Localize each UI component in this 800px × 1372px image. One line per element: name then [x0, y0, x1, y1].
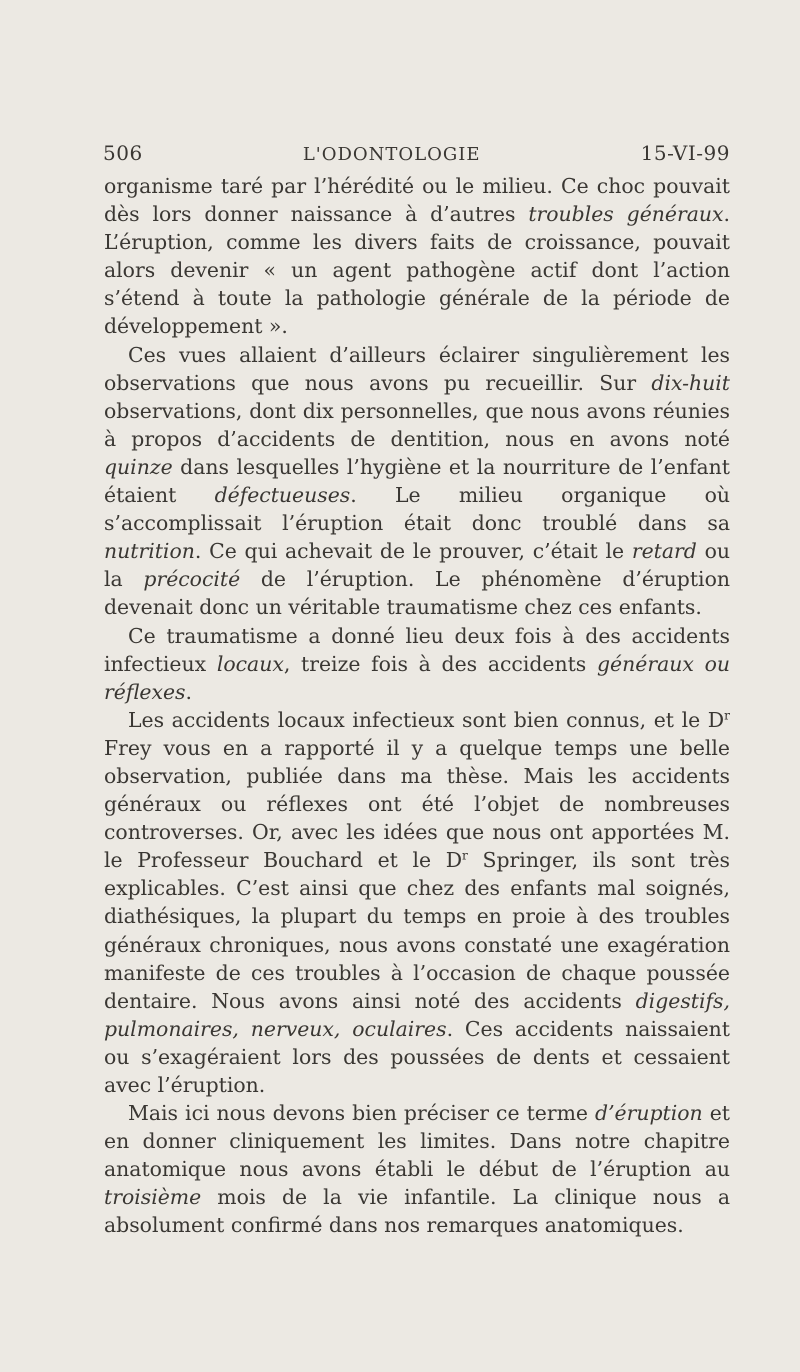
italic-text: troubles généraux — [528, 202, 724, 227]
text-run: observations, dont dix personnelles, que nous avons réunies à propos d’accidents de dentition, nous en avons noté — [104, 398, 730, 451]
text-run: . — [185, 679, 192, 704]
italic-text: digestifs, pulmonaires, nerveux, oculaires — [104, 988, 730, 1041]
paragraph — [104, 706, 730, 1099]
page-number: 506 — [103, 141, 143, 165]
paragraph — [104, 622, 730, 706]
text-run: organisme taré par l’hérédité ou le milieu. Ce choc pouvait dès lors donner naissance à d’autres — [104, 174, 730, 227]
superscript-text: r — [462, 848, 468, 863]
superscript-text: r — [724, 708, 730, 723]
body-text — [104, 172, 730, 1240]
paragraph — [104, 341, 730, 622]
text-run: Les accidents locaux infectieux sont bien connus, et le D — [128, 707, 725, 732]
text-run: de l’éruption. Le phénomène d’éruption devenait donc un véritable traumatisme chez ces enfants. — [104, 567, 730, 620]
italic-text: d’éruption — [595, 1101, 703, 1126]
italic-text: troisième — [104, 1185, 202, 1210]
text-run: Ce traumatisme a donné lieu deux fois à des accidents infectieux — [104, 623, 730, 676]
paragraph — [104, 1099, 730, 1239]
text-run: et en donner cliniquement les limites. Dans notre chapitre anatomique nous avons établi le début de l’éruption au — [104, 1101, 730, 1182]
running-header — [103, 141, 730, 165]
text-run: dans lesquelles l’hygiène et la nourriture de l’enfant étaient — [104, 454, 730, 508]
italic-text: défectueuses — [214, 483, 351, 508]
text-run: Springer, ils sont très explicables. C’est ainsi que chez des enfants mal soignés, diathésiques, la plupart du temps en proie à des troubles généraux chroniques, nous avons constaté une exagération manifeste de ces troubles à l’occasion de chaque poussée dentaire. Nous avons ainsi noté des accidents — [104, 848, 730, 1013]
text-run: Ces vues allaient d’ailleurs éclairer singulièrement les observations que nous avons pu recueillir. Sur — [104, 342, 730, 395]
italic-text: dix-huit — [651, 370, 730, 395]
text-run: Mais ici nous devons bien préciser ce terme — [128, 1101, 596, 1126]
issue-date: 15-VI-99 — [640, 141, 730, 165]
text-run: mois de la vie infantile. La clinique nous a absolument confirmé dans nos remarques anatomiques. — [104, 1185, 730, 1238]
text-run: , treize fois à des accidents — [283, 651, 597, 676]
text-run: . Ce qui achevait de le prouver, c’était le — [194, 539, 632, 564]
italic-text: locaux — [216, 651, 284, 676]
italic-text: quinze — [104, 454, 173, 479]
italic-text: retard — [631, 539, 697, 564]
text-run: Frey vous en a rapporté il y a quelque temps une belle observation, publiée dans ma thèse. Mais les accidents généraux ou réflexes ont été l’objet de nombreuses controverses. Or, avec les idées que nous ont apportées M. le Professeur Bouchard et le D — [104, 735, 730, 873]
text-run: . L’éruption, comme les divers faits de croissance, pouvait alors devenir « un agent pathogène actif dont l’action s’étend à toute la pathologie générale de la période de développement ». — [104, 202, 730, 339]
italic-text: nutrition — [104, 539, 195, 564]
italic-text: généraux ou réflexes — [104, 651, 730, 704]
text-run: . Ces accidents naissaient ou s’exagéraient lors des poussées de dents et cessaient avec l’éruption. — [104, 1016, 730, 1097]
text-run: ou la — [104, 539, 730, 592]
journal-title: L'ODONTOLOGIE — [302, 144, 481, 165]
text-run: . Le milieu organique où s’accomplissait l’éruption était donc troublé dans sa — [104, 483, 730, 536]
paragraph — [104, 172, 730, 341]
italic-text: précocité — [143, 567, 241, 592]
